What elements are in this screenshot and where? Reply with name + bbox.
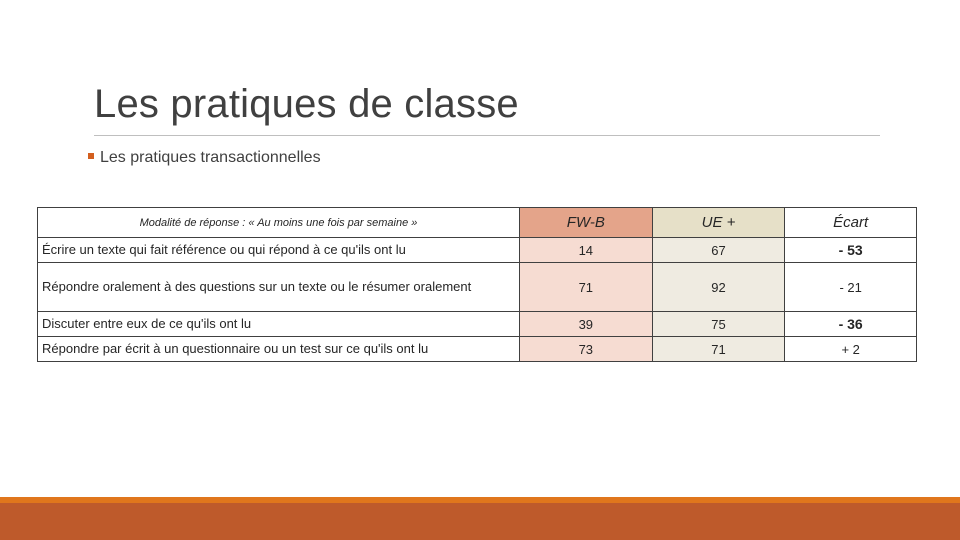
header-ecart: Écart: [785, 208, 917, 238]
fw-value: 39: [519, 312, 652, 337]
ecart-value: - 36: [785, 312, 917, 337]
row-label: Répondre par écrit à un questionnaire ou un test sur ce qu'ils ont lu: [38, 337, 520, 362]
table-row: [38, 263, 917, 312]
practices-table: [37, 207, 917, 362]
slide-title: Les pratiques de classe: [94, 82, 519, 126]
fw-value: 73: [519, 337, 652, 362]
bullet-text: Les pratiques transactionnelles: [100, 149, 321, 166]
row-label: Répondre oralement à des questions sur un texte ou le résumer oralement: [38, 263, 520, 312]
title-divider: [94, 135, 880, 136]
footer-bar: [0, 503, 960, 540]
square-bullet-icon: [88, 153, 94, 159]
header-response-modality: Modalité de réponse : « Au moins une fois par semaine »: [38, 208, 520, 238]
ue-value: 67: [652, 238, 785, 263]
table-row: [38, 337, 917, 362]
fw-value: 71: [519, 263, 652, 312]
header-fw-b: FW-B: [519, 208, 652, 238]
table-header-row: [38, 208, 917, 238]
ue-value: 71: [652, 337, 785, 362]
row-label: Discuter entre eux de ce qu'ils ont lu: [38, 312, 520, 337]
table-row: [38, 238, 917, 263]
header-ue: UE +: [652, 208, 785, 238]
ecart-value: - 21: [785, 263, 917, 312]
ecart-value: - 53: [785, 238, 917, 263]
fw-value: 14: [519, 238, 652, 263]
bullet-item: [88, 149, 321, 167]
row-label: Écrire un texte qui fait référence ou qui répond à ce qu'ils ont lu: [38, 238, 520, 263]
ue-value: 92: [652, 263, 785, 312]
ecart-value: + 2: [785, 337, 917, 362]
ue-value: 75: [652, 312, 785, 337]
table-row: [38, 312, 917, 337]
